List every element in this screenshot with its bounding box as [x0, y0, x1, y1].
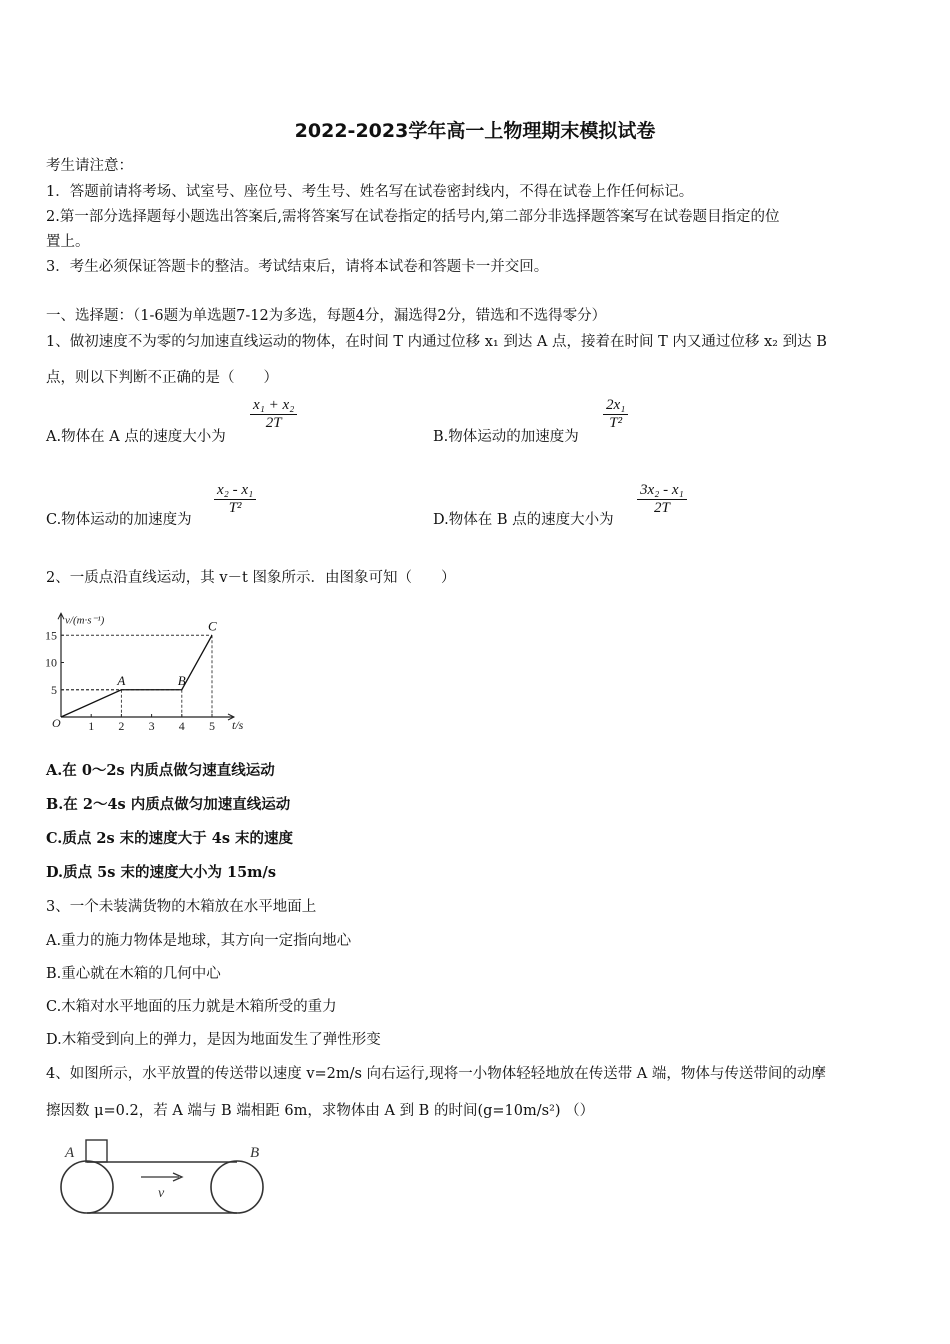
origin-label: O — [52, 716, 61, 730]
q1-option-b: B.物体运动的加速度为 — [433, 429, 579, 445]
point-label-b: B — [177, 672, 186, 688]
vt-graph — [40, 593, 270, 738]
q2-option-c: C.质点 2s 末的速度大于 4s 末的速度 — [46, 830, 294, 847]
x-tick-label: 5 — [209, 719, 215, 733]
notice-item-2: 2.第一部分选择题每小题选出答案后,需将答案写在试卷指定的括号内,第二部分非选择题答案写在试卷题目指定的位 — [46, 209, 780, 225]
q2-option-a: A.在 0～2s 内质点做匀速直线运动 — [46, 762, 275, 779]
y-tick-label: 5 — [51, 682, 57, 697]
q3-stem: 3、一个未装满货物的木箱放在水平地面上 — [46, 899, 317, 915]
q4-stem-line1: 4、如图所示，水平放置的传送带以速度 v=2m/s 向右运行,现将一小物体轻轻地放在传送带 A 端，物体与传送带间的动摩 — [46, 1066, 826, 1082]
q3-option-b: B.重心就在木箱的几何中心 — [46, 966, 221, 982]
q1-option-a-denominator: 2T — [250, 414, 297, 432]
q1-option-c-fraction — [214, 482, 256, 517]
q3-option-a: A.重力的施力物体是地球，其方向一定指向地心 — [46, 933, 352, 949]
q2-option-d: D.质点 5s 末的速度大小为 15m/s — [46, 864, 276, 881]
notice-heading: 考生请注意： — [46, 158, 133, 174]
q2-stem: 2、一质点沿直线运动，其 v－t 图象所示．由图象可知（ ） — [46, 570, 456, 586]
q1-option-b-denominator: T² — [603, 414, 628, 432]
conveyor-belt-figure — [55, 1135, 285, 1225]
q1-option-b-numerator: 2x₁ — [606, 397, 626, 413]
q3-option-c: C.木箱对水平地面的压力就是木箱所受的重力 — [46, 999, 337, 1015]
q1-option-a: A.物体在 A 点的速度大小为 — [46, 429, 226, 445]
q1-option-a-numerator: x₁ + x₂ — [253, 397, 295, 413]
q3-option-d: D.木箱受到向上的弹力，是因为地面发生了弹性形变 — [46, 1032, 381, 1048]
notice-item-3: 3．考生必须保证答题卡的整洁。考试结束后，请将本试卷和答题卡一并交回。 — [46, 259, 549, 275]
left-roller — [61, 1161, 113, 1213]
q2-option-b: B.在 2～4s 内质点做匀加速直线运动 — [46, 796, 291, 813]
notice-item-1: 1．答题前请将考场、试室号、座位号、考生号、姓名写在试卷密封线内，不得在试卷上作任何标记。 — [46, 184, 694, 200]
q1-option-d-numerator: 3x₂ - x₁ — [640, 482, 684, 498]
q1-stem-line1: 1、做初速度不为零的匀加速直线运动的物体，在时间 T 内通过位移 x₁ 到达 A 点，接着在时间 T 内又通过位移 x₂ 到达 B — [46, 334, 827, 350]
y-axis-label: v/(m·s⁻¹) — [65, 614, 105, 627]
point-label-a: A — [117, 672, 126, 688]
point-label-c: C — [208, 618, 217, 634]
q1-option-c: C.物体运动的加速度为 — [46, 512, 192, 528]
notice-item-2-cont: 置上。 — [46, 234, 90, 250]
x-tick-label: 1 — [88, 719, 95, 733]
belt-label-b: B — [250, 1145, 260, 1161]
q1-option-d-fraction — [637, 482, 687, 517]
velocity-line — [61, 635, 212, 717]
section-heading: 一、选择题：（1-6题为单选题7-12为多选，每题4分，漏选得2分，错选和不选得零分） — [46, 308, 607, 324]
right-roller — [211, 1161, 263, 1213]
y-tick-label: 10 — [45, 655, 57, 670]
q1-option-b-fraction — [603, 397, 628, 432]
belt-label-a: A — [65, 1145, 75, 1161]
q1-option-d-denominator: 2T — [637, 499, 687, 517]
q1-option-d: D.物体在 B 点的速度大小为 — [433, 512, 614, 528]
x-tick-label: 3 — [148, 719, 155, 733]
belt-label-v: v — [158, 1186, 165, 1201]
y-tick-label: 15 — [45, 628, 57, 643]
q1-option-c-numerator: x₂ - x₁ — [217, 482, 254, 498]
q1-option-a-fraction — [250, 397, 297, 432]
page-title: 2022-2023学年高一上物理期末模拟试卷 — [294, 120, 656, 142]
q1-option-c-denominator: T² — [214, 499, 256, 517]
small-block — [86, 1140, 107, 1162]
q4-stem-line2: 擦因数 μ=0.2，若 A 端与 B 端相距 6m，求物体由 A 到 B 的时间(g=10m/s²) （） — [46, 1103, 595, 1119]
x-axis-label: t/s — [232, 718, 244, 732]
x-tick-label: 2 — [118, 719, 125, 733]
q1-stem-line2: 点，则以下判断不正确的是（ ） — [46, 370, 278, 386]
x-tick-label: 4 — [178, 719, 185, 733]
